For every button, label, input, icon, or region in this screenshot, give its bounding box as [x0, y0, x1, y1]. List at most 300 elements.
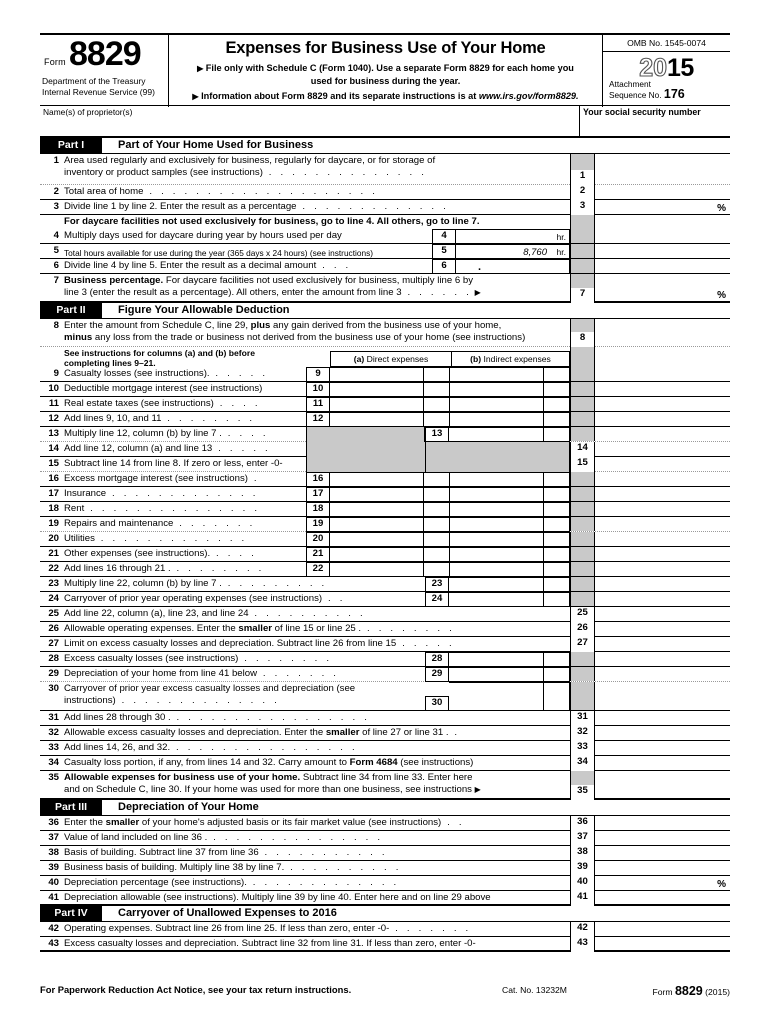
line-21-ab-fields[interactable]	[330, 547, 570, 562]
line-18-ab-fields[interactable]	[330, 502, 570, 517]
line-17-ab-fields[interactable]	[330, 487, 570, 502]
line-12-gray-gutter	[570, 412, 595, 426]
line-25-number-left: 25	[48, 608, 59, 619]
line-26-row	[40, 622, 730, 637]
part-1-title: Part of Your Home Used for Business	[118, 139, 314, 151]
leader-dots: . . . . . . . . . . . . . .	[115, 695, 280, 707]
col-b-cents-divider	[543, 503, 544, 516]
line-10-amount-spacer	[595, 382, 730, 396]
line-32-number-left: 32	[48, 727, 59, 738]
line-30-number-left: 30	[48, 683, 59, 694]
line-32-amount-field[interactable]	[595, 726, 730, 740]
leader-dots: . . . . .	[212, 443, 271, 454]
percent-symbol: %	[717, 203, 726, 214]
col-b-cents-divider	[543, 683, 544, 710]
line-42-row	[40, 922, 730, 937]
abhdr-amount-spacer	[595, 347, 730, 367]
col-a-cents-divider	[423, 503, 424, 516]
line-34-amount-field[interactable]	[595, 756, 730, 770]
col-a-cents-divider	[423, 518, 424, 531]
part-2-tag: Part II	[40, 303, 102, 318]
leader-dots: . . . .	[210, 548, 258, 559]
line-35-text-a: Allowable expenses for business use of your home. Subtract line 34 from line 33. Enter here	[64, 772, 473, 783]
line-16-gray-gutter	[570, 472, 595, 486]
form-word-label: Form	[44, 57, 66, 67]
form-number: 8829	[69, 35, 141, 73]
line-10-number-box: 10	[306, 382, 330, 397]
line-23-number-left: 23	[48, 578, 59, 589]
line-3-amount-field[interactable]	[595, 200, 730, 214]
line-11-number-left: 11	[48, 398, 59, 409]
line-20-amount-spacer	[595, 532, 730, 546]
line-14-row	[40, 442, 730, 457]
line-23-col-b-field[interactable]	[449, 577, 570, 592]
line-14-shaded-ab	[306, 442, 570, 457]
line-42-text: Operating expenses. Subtract line 26 from line 25. If less than zero, enter -0- . . . . . . .	[64, 923, 472, 934]
col-b-cents-divider	[543, 548, 544, 561]
line-18-row	[40, 502, 730, 517]
leader-dots: . . . . . . . . . . . . .	[296, 201, 450, 212]
line-22-number-left: 22	[48, 563, 59, 574]
line-4-amount-spacer	[595, 229, 730, 243]
line-15-row	[40, 457, 730, 472]
line-26-amount-field[interactable]	[595, 622, 730, 636]
footer-form-number: 8829	[674, 984, 703, 998]
line-29-amount-spacer	[595, 667, 730, 681]
line-26-number-box: 26	[570, 622, 595, 637]
line-5-number-box: 5	[432, 244, 456, 259]
col-b-cents-divider	[543, 368, 544, 381]
line-3-note-text: For daycare facilities not used exclusively for business, go to line 4. All others, go to line 7.	[64, 216, 480, 227]
col-a-cents-divider	[423, 563, 424, 576]
line-10-ab-fields[interactable]	[330, 382, 570, 397]
line-18-text: Rent . . . . . . . . . . . . . . .	[64, 503, 261, 514]
line-24-gray-gutter	[570, 592, 595, 606]
line-13-row	[40, 427, 730, 442]
line-18-gray-gutter	[570, 502, 595, 516]
line-15-number-box: 15	[570, 457, 595, 472]
line-16-ab-fields[interactable]	[330, 472, 570, 487]
paperwork-notice: For Paperwork Reduction Act Notice, see your tax return instructions.	[40, 984, 352, 995]
leader-dots: . . . . . . . . .	[221, 578, 328, 589]
ab-divider	[449, 383, 450, 396]
header-subtitle-2-text: Information about Form 8829 and its separate instructions is at	[201, 91, 479, 101]
line-26-number-left: 26	[48, 623, 59, 634]
ab-column-header-row	[40, 347, 730, 367]
line-21-number-box: 21	[306, 547, 330, 562]
line-23-amount-spacer	[595, 577, 730, 591]
ab-divider	[449, 413, 450, 426]
line-43-row	[40, 937, 730, 952]
line-8-number-left: 8	[53, 320, 59, 331]
line-14-number-left: 14	[48, 443, 59, 454]
ab-divider	[449, 518, 450, 531]
line-11-row	[40, 397, 730, 412]
line-19-amount-spacer	[595, 517, 730, 531]
line-22-row	[40, 562, 730, 577]
line-35-number-left: 35	[48, 772, 59, 783]
line-27-amount-field[interactable]	[595, 637, 730, 651]
line-41-number-box: 41	[570, 891, 595, 906]
ab-divider	[425, 442, 426, 457]
line-16-text: Excess mortgage interest (see instructions) .	[64, 473, 260, 484]
line-29-col-b-field[interactable]	[449, 667, 570, 682]
note-gray-gutter	[570, 215, 595, 229]
irs-url-link[interactable]: www.irs.gov/form8829.	[478, 91, 579, 101]
line-22-ab-fields[interactable]	[330, 562, 570, 577]
line-4-hr-label: hr.	[556, 232, 566, 242]
line-39-number-box: 39	[570, 861, 595, 876]
line-15-text: Subtract line 14 from line 8. If zero or less, enter -0-	[64, 458, 283, 469]
line-42-number-left: 42	[48, 923, 59, 934]
line-9-gray-gutter	[570, 367, 595, 381]
line-18-number-left: 18	[48, 503, 59, 514]
line-6-text: Divide line 4 by line 5. Enter the result as a decimal amount . . .	[64, 260, 352, 271]
tax-year	[603, 52, 730, 82]
triangle-right-icon-4: ▶	[474, 785, 481, 795]
line-2-amount-field[interactable]	[595, 185, 730, 199]
line-11-number-box: 11	[306, 397, 330, 412]
line-37-number-left: 37	[48, 832, 59, 843]
line-31-amount-field[interactable]	[595, 711, 730, 725]
line-33-number-box: 33	[570, 741, 595, 756]
proprietor-name-field[interactable]	[40, 106, 580, 137]
line-6-row	[40, 259, 730, 274]
col-b-cents-divider	[543, 563, 544, 576]
line-33-row	[40, 741, 730, 756]
line-11-ab-fields[interactable]	[330, 397, 570, 412]
leader-dots: . . . . . . . . . . . . . . .	[207, 832, 384, 843]
line-3-number-left: 3	[53, 201, 59, 212]
ab-divider	[449, 548, 450, 561]
line-13-text: Multiply line 12, column (b) by line 7 . . . . .	[64, 428, 269, 439]
line-9-row	[40, 367, 730, 382]
leader-dots: .	[448, 727, 461, 738]
line-17-gray-gutter	[570, 487, 595, 501]
line-31-number-box: 31	[570, 711, 595, 726]
attachment-label-1: Attachment	[609, 79, 651, 89]
line-3-text: Divide line 1 by line 2. Enter the result as a percentage . . . . . . . . . . . . .	[64, 201, 450, 212]
ssn-label: Your social security number	[583, 107, 701, 117]
footer-year: (2015)	[705, 987, 730, 997]
line-28-amount-spacer	[595, 652, 730, 666]
line-20-ab-fields[interactable]	[330, 532, 570, 547]
line-39-amount-field[interactable]	[595, 861, 730, 875]
line-6-value-field[interactable]	[456, 259, 570, 274]
col-a-cents-divider	[423, 473, 424, 486]
line-6-number-box: 6	[432, 259, 456, 274]
line-1-amount-field[interactable]	[595, 154, 730, 184]
col-b-cents-divider	[543, 398, 544, 411]
line-1-text-b: inventory or product samples (see instructions) . . . . . . . . . . . . . .	[64, 167, 428, 179]
line-28-number-left: 28	[48, 653, 59, 664]
ssn-field[interactable]	[580, 106, 730, 137]
col-a-cents-divider	[423, 368, 424, 381]
line-38-number-left: 38	[48, 847, 59, 858]
line-40-number-box: 40	[570, 876, 595, 891]
line-43-number-left: 43	[48, 938, 59, 949]
line-25-number-box: 25	[570, 607, 595, 622]
line-41-text: Depreciation allowable (see instructions). Multiply line 39 by line 40. Enter here and on line 29 above	[64, 892, 491, 903]
line-15-number-left: 15	[48, 458, 59, 469]
col-b-cents-divider	[543, 488, 544, 501]
line-15-shaded-ab	[306, 457, 570, 472]
col-b-cents-divider	[543, 593, 544, 606]
line-8-note-2: completing lines 9–21.	[64, 357, 156, 368]
line-34-text: Casualty loss portion, if any, from lines 14 and 32. Carry amount to Form 4684 (see instructions)	[64, 757, 474, 768]
col-a-cents-divider	[423, 488, 424, 501]
leader-dots: . . . . . . . .	[361, 623, 455, 634]
line-20-gray-gutter	[570, 532, 595, 546]
line-10-text: Deductible mortgage interest (see instructions)	[64, 383, 263, 394]
note-amount-spacer	[595, 215, 730, 229]
tax-year-prefix: 20	[639, 54, 667, 82]
line-5-value-field	[456, 244, 570, 259]
line-8-row	[40, 319, 730, 347]
line-16-row	[40, 472, 730, 487]
line-26-text: Allowable operating expenses. Enter the smaller of line 15 or line 25 . . . . . . . . .	[64, 623, 455, 634]
line-4-gray-gutter	[570, 229, 595, 243]
line-20-number-left: 20	[48, 533, 59, 544]
col-b-cents-divider	[543, 653, 544, 666]
leader-dots: . . . . . . . . . .	[248, 608, 366, 619]
ab-divider	[425, 457, 426, 472]
line-13-number-left: 13	[48, 428, 59, 439]
line-8-amount-field[interactable]	[595, 319, 730, 346]
ab-divider	[449, 398, 450, 411]
part-2-header	[40, 303, 730, 319]
line-31-row	[40, 711, 730, 726]
line-36-amount-field[interactable]	[595, 816, 730, 830]
col-b-cents-divider	[543, 668, 544, 681]
omb-number: OMB No. 1545-0074	[627, 38, 706, 48]
line-33-number-left: 33	[48, 742, 59, 753]
line-10-row	[40, 382, 730, 397]
line-35-amount-field[interactable]	[595, 771, 730, 798]
line-24-col-b-field[interactable]	[449, 592, 570, 607]
line-43-amount-field[interactable]	[595, 937, 730, 950]
line-14-amount-field[interactable]	[595, 442, 730, 456]
leader-dots: . . . . . . . . . . . . .	[94, 533, 248, 544]
leader-dots: . . . . . . . . . . . . . . . .	[170, 742, 358, 753]
line-39-number-left: 39	[48, 862, 59, 873]
line-30-text-a: Carryover of prior year excess casualty losses and depreciation (see	[64, 683, 356, 694]
part-4-header	[40, 906, 730, 922]
line-21-number-left: 21	[48, 548, 59, 559]
line-18-amount-spacer	[595, 502, 730, 516]
department-line-2: Internal Revenue Service (99)	[42, 87, 155, 97]
line-6-decimal-point: .	[478, 261, 482, 273]
header-subtitle-1	[169, 62, 602, 87]
line-25-row	[40, 607, 730, 622]
line-25-amount-field[interactable]	[595, 607, 730, 621]
line-7-amount-field[interactable]	[595, 274, 730, 301]
line-13-number-box: 13	[425, 427, 449, 442]
tax-year-suffix: 15	[667, 54, 694, 82]
leader-dots: . . . . . . . . . . . . . . .	[84, 503, 261, 514]
line-5-row	[40, 244, 730, 259]
line-40-number-left: 40	[48, 877, 59, 888]
line-9-number-left: 9	[53, 368, 59, 379]
part-3-title: Depreciation of Your Home	[118, 801, 259, 813]
line-16-number-box: 16	[306, 472, 330, 487]
leader-dots: . .	[441, 817, 465, 828]
line-7-number-left: 7	[53, 275, 59, 286]
line-20-number-box: 20	[306, 532, 330, 547]
line-37-text: Value of land included on line 36 . . . . . . . . . . . . . . . .	[64, 832, 384, 843]
line-35-row	[40, 771, 730, 800]
leader-dots: . . . . . . .	[389, 923, 472, 934]
line-36-text: Enter the smaller of your home's adjusted basis or its fair market value (see instructions) . .	[64, 817, 465, 828]
leader-dots: . . . .	[221, 428, 269, 439]
col-a-cents-divider	[423, 533, 424, 546]
line-19-number-left: 19	[48, 518, 59, 529]
line-16-number-left: 16	[48, 473, 59, 484]
line-34-row	[40, 756, 730, 771]
line-38-row	[40, 846, 730, 861]
line-15-amount-field[interactable]	[595, 457, 730, 471]
line-2-number-left: 2	[53, 186, 59, 197]
line-10-number-left: 10	[48, 383, 59, 394]
line-13-col-b-field[interactable]	[449, 427, 570, 442]
line-40-amount-field[interactable]	[595, 876, 730, 890]
leader-dots: . .	[322, 593, 346, 604]
line-2-number-box: 2	[570, 185, 595, 200]
line-41-amount-field[interactable]	[595, 891, 730, 904]
part-4-tag: Part IV	[40, 906, 102, 921]
footer-form-word: Form	[652, 987, 673, 997]
line-39-row	[40, 861, 730, 876]
line-37-row	[40, 831, 730, 846]
line-4-number-left: 4	[53, 230, 59, 241]
line-3-row	[40, 200, 730, 215]
line-36-number-box: 36	[570, 816, 595, 831]
ab-divider	[449, 533, 450, 546]
triangle-right-icon-3: ▶	[474, 288, 481, 298]
line-1-number-left: 1	[53, 155, 59, 166]
col-a-cents-divider	[423, 398, 424, 411]
col-b-cents-divider	[543, 473, 544, 486]
line-28-gray-gutter	[570, 652, 595, 666]
line-17-amount-spacer	[595, 487, 730, 501]
line-37-amount-field[interactable]	[595, 831, 730, 845]
line-29-number-box: 29	[425, 667, 449, 682]
line-4-value-field[interactable]	[456, 229, 570, 244]
leader-dots: . . . . .	[209, 368, 269, 379]
line-24-row	[40, 592, 730, 607]
leader-dots: . . . . . . . . . . . . . .	[262, 167, 428, 179]
line-21-text: Other expenses (see instructions). . . . .	[64, 548, 258, 559]
line-33-text: Add lines 14, 26, and 32. . . . . . . . . . . . . . . . .	[64, 742, 358, 753]
abhdr-gray-gutter	[570, 347, 595, 367]
line-36-number-left: 36	[48, 817, 59, 828]
line-17-number-box: 17	[306, 487, 330, 502]
line-19-ab-fields[interactable]	[330, 517, 570, 532]
line-38-amount-field[interactable]	[595, 846, 730, 860]
line-30-col-b-field[interactable]	[449, 682, 570, 711]
triangle-right-icon-2: ▶	[192, 92, 199, 101]
line-31-number-left: 31	[48, 712, 59, 723]
line-42-amount-field[interactable]	[595, 922, 730, 936]
leader-dots: . . . . . . .	[257, 668, 340, 679]
line-7-text-b: line 3 (enter the result as a percentage). All others, enter the amount from line 3 . . . . . . ▶	[64, 287, 481, 299]
line-16-amount-spacer	[595, 472, 730, 486]
line-5-hr-label: hr.	[556, 247, 566, 257]
line-38-number-box: 38	[570, 846, 595, 861]
line-27-number-box: 27	[570, 637, 595, 652]
line-12-ab-fields[interactable]	[330, 412, 570, 427]
line-28-col-b-field[interactable]	[449, 652, 570, 667]
col-b-cents-divider	[543, 413, 544, 426]
line-36-row	[40, 816, 730, 831]
line-24-text: Carryover of prior year operating expenses (see instructions) . .	[64, 593, 346, 604]
ab-divider	[449, 368, 450, 381]
line-13-gray-gutter	[570, 427, 595, 441]
line-29-number-left: 29	[48, 668, 59, 679]
line-12-text: Add lines 9, 10, and 11 . . . . . . . .	[64, 413, 256, 424]
line-30-row	[40, 682, 730, 711]
line-21-amount-spacer	[595, 547, 730, 561]
line-22-text: Add lines 16 through 21 . . . . . . . . .	[64, 563, 265, 574]
line-19-gray-gutter	[570, 517, 595, 531]
line-7-row	[40, 274, 730, 303]
department-line-1: Department of the Treasury	[42, 76, 146, 86]
line-29-row	[40, 667, 730, 682]
line-14-text: Add line 12, column (a) and line 13 . . . . .	[64, 443, 271, 454]
line-30-text-b: instructions) . . . . . . . . . . . . . .	[64, 695, 280, 707]
line-41-number-left: 41	[48, 892, 59, 903]
ab-divider	[449, 563, 450, 576]
line-12-number-box: 12	[306, 412, 330, 427]
line-39-text: Business basis of building. Multiply line 38 by line 7. . . . . . . . . . .	[64, 862, 402, 873]
part-1-header	[40, 138, 730, 154]
line-31-text: Add lines 28 through 30 . . . . . . . . . . . . . . . . . .	[64, 712, 371, 723]
line-14-number-box: 14	[570, 442, 595, 457]
line-9-ab-fields[interactable]	[330, 367, 570, 382]
line-5-number-left: 5	[53, 245, 59, 256]
line-11-amount-spacer	[595, 397, 730, 411]
leader-dots: . . . . . . .	[173, 518, 256, 529]
line-9-number-box: 9	[306, 367, 330, 382]
line-40-row	[40, 876, 730, 891]
line-22-gray-gutter	[570, 562, 595, 576]
ab-divider	[449, 503, 450, 516]
line-20-text: Utilities . . . . . . . . . . . . .	[64, 533, 248, 544]
line-24-number-left: 24	[48, 593, 59, 604]
line-6-gray-gutter	[570, 259, 595, 273]
line-1-text-a: Area used regularly and exclusively for business, regularly for daycare, or for storage of	[64, 155, 436, 166]
line-8-note-1: See instructions for columns (a) and (b) before	[64, 348, 255, 358]
col-b-cents-divider	[543, 578, 544, 591]
header-subtitle-2	[169, 90, 602, 103]
line-33-amount-field[interactable]	[595, 741, 730, 755]
line-21-gray-gutter	[570, 547, 595, 561]
leader-dots: . . . . . . . . . . . . .	[246, 877, 400, 888]
line-34-number-left: 34	[48, 757, 59, 768]
line-23-gray-gutter	[570, 577, 595, 591]
line-32-row	[40, 726, 730, 741]
line-30-amount-spacer	[595, 682, 730, 710]
catalog-number: Cat. No. 13232M	[502, 985, 567, 995]
part-2-title: Figure Your Allowable Deduction	[118, 304, 290, 316]
line-27-text: Limit on excess casualty losses and depreciation. Subtract line 26 from line 15 . . . . .	[64, 638, 455, 649]
line-32-text: Allowable excess casualty losses and depreciation. Enter the smaller of line 27 or line 31 . .	[64, 727, 461, 738]
line-43-number-box: 43	[570, 937, 595, 952]
line-11-gray-gutter	[570, 397, 595, 411]
line-29-text: Depreciation of your home from line 41 below . . . . . . .	[64, 668, 340, 679]
leader-dots: . . . . . . . . . . .	[258, 847, 388, 858]
line-13-amount-spacer	[595, 427, 730, 441]
